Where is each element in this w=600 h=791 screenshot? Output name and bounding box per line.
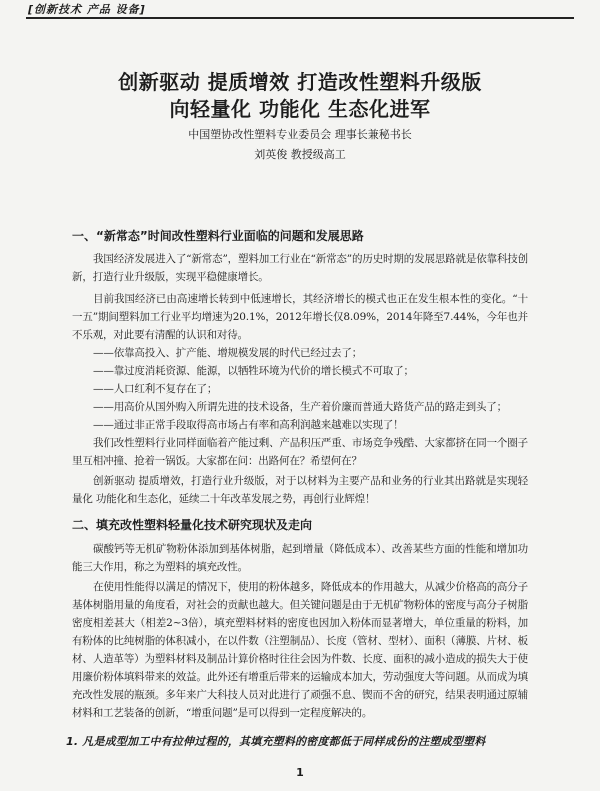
paragraph: 目前我国经济已由高速增长转到中低速增长，其经济增长的模式也正在发生根本性的变化。“十一五”期间塑料加工行业平均增速为20.1%，2012年增长仅8.09%，2014年降至7.44%，今年也并不乐观，对此要有清醒的认识和对待。 xyxy=(72,293,528,341)
header-rule xyxy=(26,17,574,19)
title-line-2: 向轻量化 功能化 生态化进军 xyxy=(169,97,431,121)
running-header: [创新技术 产品 设备] xyxy=(28,3,146,16)
section-heading-1: 一、“新常态”时间改性塑料行业面临的问题和发展思路 xyxy=(72,229,364,243)
author-name: 刘英俊 教授级高工 xyxy=(254,148,346,161)
page-number: 1 xyxy=(296,766,304,779)
section-heading-2: 二、填充改性塑料轻量化技术研究现状及走向 xyxy=(72,518,313,532)
paragraph: ——用高价从国外购入所谓先进的技术设备，生产着价廉而普通大路货产品的路走到头了； xyxy=(93,401,507,413)
paragraph: 碳酸钙等无机矿物粉体添加到基体树脂，起到增量（降低成本）、改善某些方面的性能和增加功能三大作用，称之为塑料的填充改性。 xyxy=(72,543,528,573)
numbered-point-1: 1. 凡是成型加工中有拉伸过程的，其填充塑料的密度都低于同样成份的注塑成型塑料 xyxy=(66,735,486,748)
paragraph: 我国经济发展进入了“新常态”，塑料加工行业在“新常态”的历史时期的发展思路就是依靠科技创新，打造行业升级版，实现平稳健康增长。 xyxy=(72,253,528,283)
paragraph: ——靠过度消耗资源、能源，以牺牲环境为代价的增长模式不可取了； xyxy=(93,365,414,377)
paragraph: 在使用性能得以满足的情况下，使用的粉体越多，降低成本的作用越大，从减少价格高的高分子基体树脂用量的角度看，对社会的贡献也越大。但关键问题是由于无机矿物粉体的密度与高分子树脂密度相差甚大（相差2~3倍），填充塑料材料的密度也因加入粉体而显著增大，单位重量的粉料，加有粉体的比纯树脂的体积减小，在以件数（注塑制品）、长度（管材、型材）、面积（薄膜、片材、板材、人造革等）为塑料材料及制品计算价格时往往会因为件数、长度、面积的减小造成的损失大于使用廉价粉体填料带来的效益。此外还有增重后带来的运输成本加大，劳动强度大等问题。从而成为填充改性发展的瓶颈。多年来广大科技人员对此进行了顽强不息、锲而不舍的研究，结果表明通过原辅材料和工艺装备的创新，“增重问题”是可以得到一定程度解决的。 xyxy=(72,581,528,719)
paragraph: 创新驱动 提质增效，打造行业升级版，对于以材料为主要产品和业务的行业其出路就是实现轻量化 功能化和生态化，延续二十年改革发展之势，再创行业辉煌！ xyxy=(72,475,528,505)
paragraph: 我们改性塑料行业同样面临着产能过剩、产品积压严重、市场竞争残酷、大家都挤在同一个圈子里互相冲撞、抢着一锅饭。大家都在问：出路何在？希望何在？ xyxy=(72,437,528,467)
paragraph: ——人口红利不复存在了； xyxy=(93,383,218,395)
paragraph: ——通过非正常手段取得高市场占有率和高利润越来越难以实现了！ xyxy=(93,419,404,431)
paragraph: ——依靠高投入、扩产能、增规模发展的时代已经过去了； xyxy=(93,347,363,359)
author-affiliation: 中国塑协改性塑料专业委员会 理事长兼秘书长 xyxy=(188,128,412,141)
title-line-1: 创新驱动 提质增效 打造改性塑料升级版 xyxy=(118,70,482,94)
